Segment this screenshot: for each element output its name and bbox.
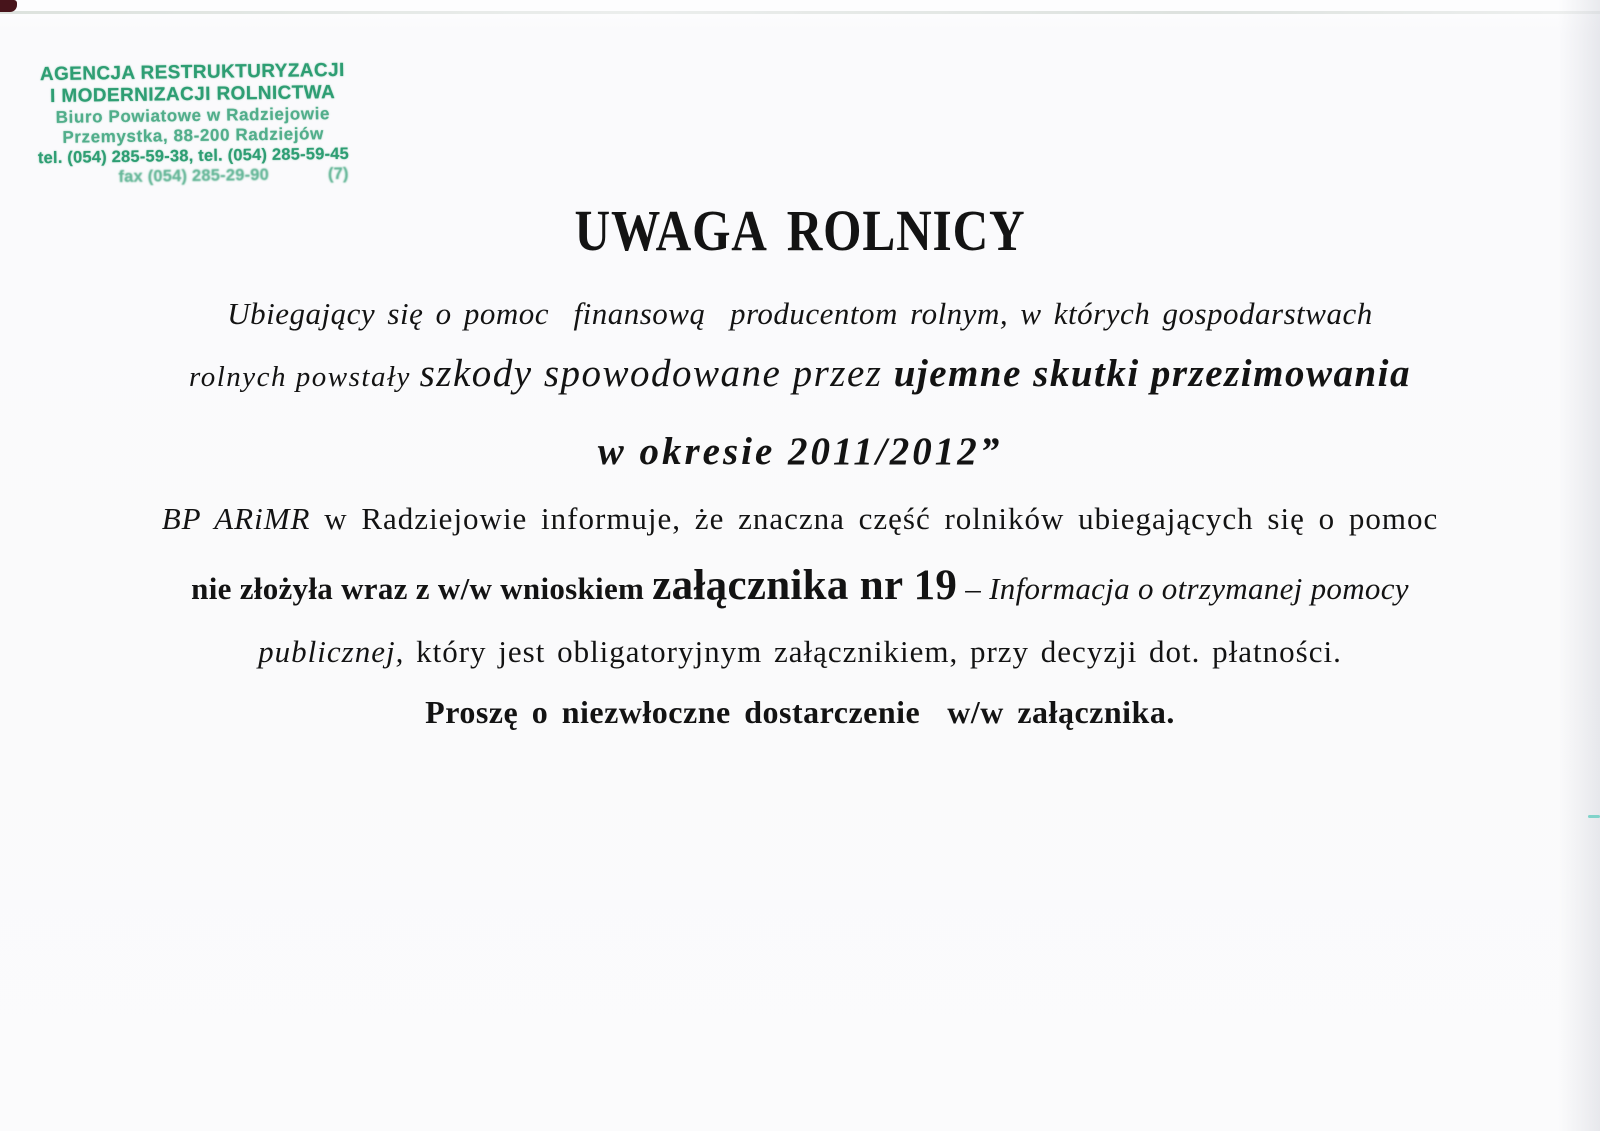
notice-paragraph-line-5 — [95, 558, 1505, 617]
line2-small-italic-segment: rolnych powstały — [189, 361, 420, 393]
stamp-office-line: Biuro Powiatowe w Radziejowie — [55, 104, 331, 127]
stamp-agency-name-line1: AGENCJA RESTRUKTURYZACJI — [39, 59, 345, 86]
scan-teal-dash-artifact — [1588, 815, 1600, 818]
line6-regular-segment: który jest obligatoryjnym załącznikiem, przy decyzji dot. płatności. — [404, 634, 1342, 669]
stamp-agency-name-line2: I MODERNIZACJI ROLNICTWA — [49, 82, 336, 107]
line4-italic-segment: BP ARiMR — [161, 501, 311, 536]
line5-italic-segment: Informacja o otrzymanej pomocy — [989, 571, 1409, 606]
notice-paragraph-line-2 — [95, 348, 1505, 403]
scan-top-line-artifact — [0, 11, 1600, 14]
stamp-fax-number: fax (054) 285-29-90 — [118, 165, 270, 187]
office-stamp — [33, 60, 353, 188]
line4-regular-segment: w Radziejowie informuje, że znaczna część rolników ubiegających się o pomoc — [310, 501, 1439, 536]
notice-title: UWAGA ROLNICY — [574, 198, 1026, 263]
stamp-fax-suffix: (7) — [327, 164, 349, 184]
stamp-fax-line — [35, 164, 353, 188]
notice-paragraph-line-6 — [95, 631, 1505, 673]
scan-top-strip — [0, 0, 1600, 11]
notice-paragraph-line-3: w okresie 2011/2012” — [597, 430, 1003, 473]
line2-bold-italic-segment: ujemne skutki przezimowania — [893, 352, 1411, 395]
scan-corner-mark-artifact — [0, 0, 17, 12]
notice-paragraph-line-1: Ubiegający się o pomoc finansową producentom rolnym, w których gospodarstwach — [227, 296, 1373, 331]
line5-bold-segment: nie złożyła wraz z w/w wnioskiem — [191, 571, 653, 606]
line5-dash-segment: – — [957, 571, 990, 606]
line6-italic-segment: publicznej, — [258, 634, 405, 669]
stamp-phone-line: tel. (054) 285-59-38, tel. (054) 285-59-45 — [37, 144, 350, 168]
scan-right-edge-shadow — [1558, 0, 1600, 1131]
notice-paragraph-line-4 — [95, 498, 1505, 540]
line2-italic-segment: szkody spowodowane przez — [419, 352, 894, 395]
stamp-address-line: Przemystka, 88-200 Radziejów — [62, 124, 325, 147]
line5-large-bold-segment: załącznika nr 19 — [652, 562, 958, 609]
notice-closing-line: Proszę o niezwłoczne dostarczenie w/w załącznika. — [425, 694, 1175, 730]
